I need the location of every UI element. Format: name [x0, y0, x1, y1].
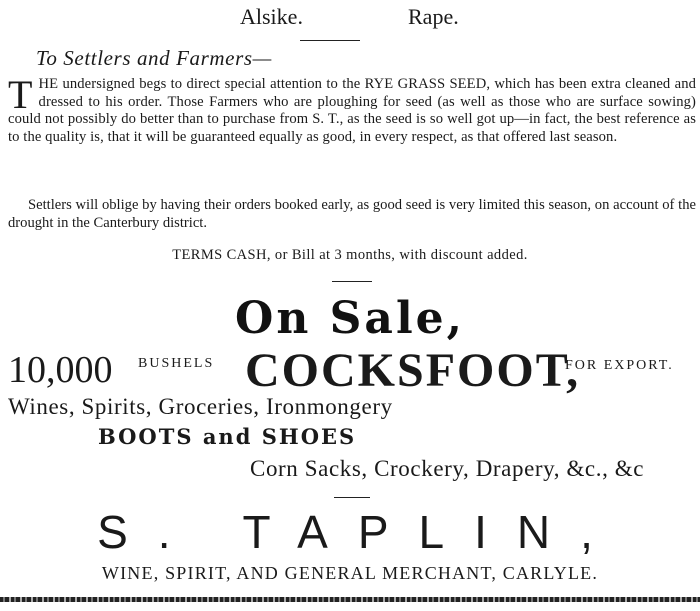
goods-line-1: Wines, Spirits, Groceries, Ironmongery — [8, 394, 393, 419]
paragraph-1-text: HE undersigned begs to direct special attention to the RYE GRASS SEED, which has been extra cleaned and dressed to his order. Those Farmers who are ploughing for seed (as well as those who are surface sowing) could not possibly do better than to purchase from S. T., as the seed is so well got up—in fact, the best reference as to the quality is, that it will be guaranteed equally as good, in every respect, as that offered last season. — [8, 76, 696, 145]
drop-cap: T — [8, 72, 33, 117]
on-sale-heading: On Sale, — [235, 293, 465, 344]
purpose-label: FOR EXPORT. — [565, 358, 674, 373]
divider-top — [300, 40, 360, 41]
notice-heading: To Settlers and Farmers— — [36, 46, 272, 70]
unit-label: BUSHELS — [138, 356, 215, 371]
notice-paragraph-1 — [8, 72, 696, 146]
header-alsike: Alsike. — [240, 4, 303, 29]
product-name: COCKSFOOT, — [245, 344, 581, 397]
terms-line: TERMS CASH, or Bill at 3 months, with discount added. — [172, 247, 528, 263]
divider-middle — [332, 281, 372, 282]
notice-paragraph-2: Settlers will oblige by having their orders booked early, as good seed is very limited this season, on account of the drought in the Canterbury district. — [8, 197, 696, 231]
header-rape: Rape. — [408, 4, 459, 29]
merchant-description: WINE, SPIRIT, AND GENERAL MERCHANT, CARLYLE. — [101, 563, 599, 583]
bottom-border — [0, 597, 700, 602]
quantity: 10,000 — [8, 349, 113, 391]
goods-line-2: BOOTS and SHOES — [98, 424, 357, 449]
goods-line-3: Corn Sacks, Crockery, Drapery, &c., &c — [250, 456, 645, 481]
divider-lower — [334, 497, 370, 498]
merchant-name: S. TAPLIN, — [97, 506, 623, 558]
